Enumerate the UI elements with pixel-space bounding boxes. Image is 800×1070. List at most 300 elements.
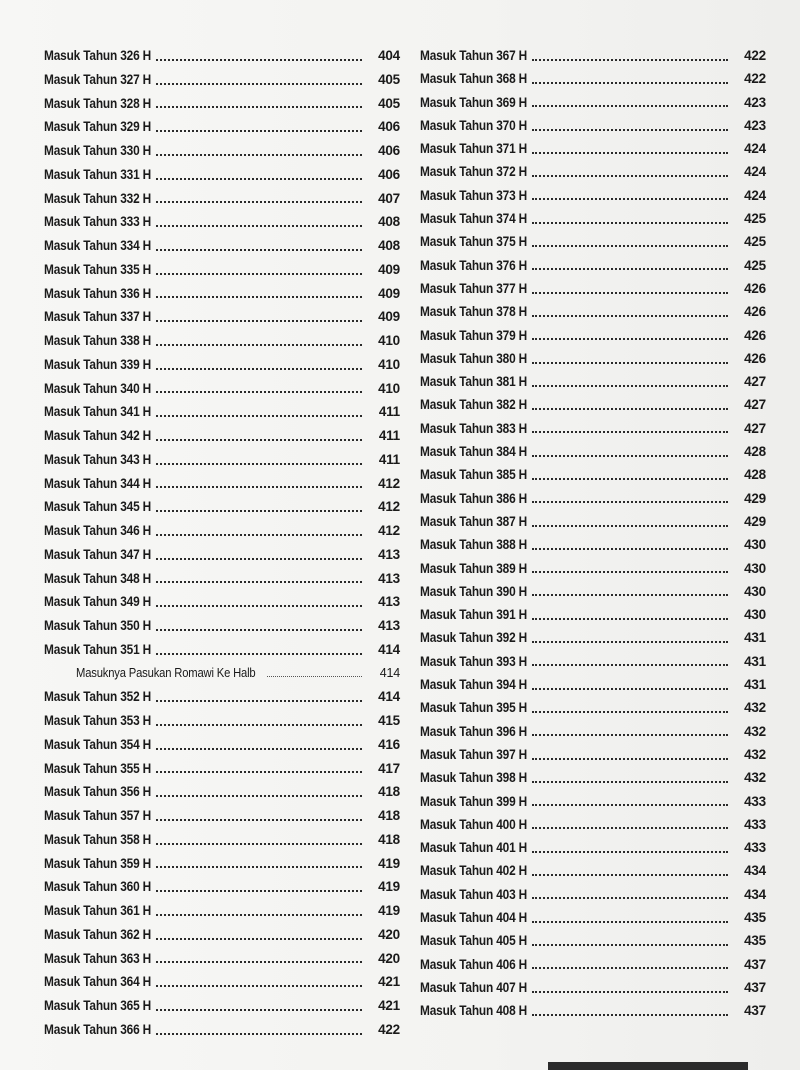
dot-leader	[156, 605, 362, 607]
toc-entry-title: Masuk Tahun 335 H	[44, 261, 152, 277]
dot-leader	[532, 781, 728, 783]
toc-page-number: 433	[744, 840, 766, 856]
toc-entry	[44, 353, 400, 377]
dot-leader	[156, 249, 362, 251]
toc-entry-title: Masuk Tahun 346 H	[44, 523, 152, 538]
toc-entry-title: Masuk Tahun 408 H	[420, 1003, 528, 1019]
toc-page-number: 413	[378, 618, 400, 633]
toc-entry	[420, 813, 766, 836]
toc-entry-title: Masuk Tahun 355 H	[44, 760, 152, 776]
dot-leader	[267, 676, 362, 677]
toc-entry	[44, 377, 400, 401]
toc-page-number: 408	[378, 214, 400, 230]
toc-page-number: 427	[744, 420, 766, 436]
toc-entry-title: Masuk Tahun 327 H	[44, 71, 152, 87]
toc-page-number: 425	[744, 257, 766, 273]
toc-entry-title: Masuk Tahun 384 H	[420, 444, 528, 460]
toc-entry	[420, 580, 766, 603]
toc-entry	[420, 393, 766, 416]
toc-page-number: 437	[744, 956, 766, 972]
dot-leader	[156, 581, 362, 583]
toc-entry	[420, 254, 766, 277]
toc-entry-title: Masuk Tahun 398 H	[420, 770, 528, 786]
toc-page-number: 430	[744, 560, 766, 576]
dot-leader	[156, 724, 362, 726]
toc-page-number: 409	[378, 261, 400, 277]
toc-page-number: 420	[378, 926, 400, 942]
toc-entry-title: Masuk Tahun 364 H	[44, 974, 152, 990]
toc-page-number: 432	[744, 746, 766, 762]
toc-page-number: 418	[378, 784, 400, 800]
toc-subentry	[44, 662, 400, 686]
dot-leader	[156, 938, 362, 940]
toc-entry-title: Masuk Tahun 341 H	[44, 404, 152, 420]
toc-entry-title: Masuk Tahun 357 H	[44, 808, 152, 823]
toc-page-number: 430	[744, 583, 766, 599]
toc-entry	[44, 804, 400, 828]
toc-entry	[420, 67, 766, 90]
toc-page-number: 411	[378, 451, 400, 467]
toc-entry-title: Masuknya Pasukan Romawi Ke Halb	[76, 665, 256, 680]
toc-page-number: 434	[744, 886, 766, 902]
dot-leader	[156, 59, 362, 61]
toc-page-number: 421	[378, 998, 400, 1013]
toc-page-number: 432	[744, 770, 766, 786]
toc-entry	[44, 400, 400, 424]
dot-leader	[156, 439, 362, 441]
toc-entry	[420, 207, 766, 230]
toc-entry	[420, 510, 766, 533]
toc-entry	[44, 472, 400, 496]
dot-leader	[532, 618, 728, 620]
toc-entry-title: Masuk Tahun 377 H	[420, 280, 528, 296]
dot-leader	[532, 688, 728, 690]
dot-leader	[532, 641, 728, 643]
dot-leader	[156, 985, 362, 987]
toc-entry	[44, 424, 400, 448]
dot-leader	[156, 629, 362, 631]
dot-leader	[532, 198, 728, 200]
toc-entry-title: Masuk Tahun 347 H	[44, 546, 152, 562]
dot-leader	[156, 700, 362, 702]
dot-leader	[532, 827, 728, 829]
toc-entry-title: Masuk Tahun 401 H	[420, 840, 528, 856]
toc-entry-title: Masuk Tahun 403 H	[420, 886, 528, 902]
toc-entry	[420, 114, 766, 137]
toc-entry-title: Masuk Tahun 326 H	[44, 48, 152, 63]
toc-entry	[44, 234, 400, 258]
toc-page-number: 434	[744, 863, 766, 879]
dot-leader	[156, 463, 362, 465]
dot-leader	[532, 851, 728, 853]
toc-entry	[44, 852, 400, 876]
toc-entry	[420, 44, 766, 67]
toc-page-number: 408	[378, 238, 400, 253]
dot-leader	[156, 510, 362, 512]
toc-entry-title: Masuk Tahun 369 H	[420, 94, 528, 110]
dot-leader	[532, 292, 728, 294]
dot-leader	[532, 944, 728, 946]
toc-entry	[44, 187, 400, 211]
toc-entry	[420, 230, 766, 253]
toc-entry-title: Masuk Tahun 351 H	[44, 641, 152, 657]
dot-leader	[532, 408, 728, 410]
toc-entry	[420, 696, 766, 719]
toc-entry-title: Masuk Tahun 385 H	[420, 467, 528, 483]
toc-entry	[44, 899, 400, 923]
toc-page-number: 428	[744, 467, 766, 483]
dot-leader	[532, 874, 728, 876]
toc-page-number: 410	[378, 380, 400, 396]
dot-leader	[532, 455, 728, 457]
toc-entry	[44, 1018, 400, 1042]
toc-entry-title: Masuk Tahun 373 H	[420, 187, 528, 203]
toc-page-number: 419	[378, 879, 400, 895]
toc-page-number: 413	[378, 570, 400, 586]
toc-entry-title: Masuk Tahun 358 H	[44, 831, 152, 847]
dot-leader	[156, 368, 362, 370]
toc-entry-title: Masuk Tahun 397 H	[420, 746, 528, 762]
toc-page-number: 407	[378, 190, 400, 206]
toc-entry	[420, 836, 766, 859]
toc-entry	[420, 929, 766, 952]
dot-leader	[532, 82, 728, 84]
toc-entry	[420, 463, 766, 486]
dot-leader	[532, 758, 728, 760]
toc-entry	[44, 258, 400, 282]
toc-page-number: 421	[378, 974, 400, 990]
toc-entry-title: Masuk Tahun 386 H	[420, 490, 528, 506]
toc-page-number: 431	[744, 677, 766, 693]
toc-entry	[44, 828, 400, 852]
toc-entry-title: Masuk Tahun 387 H	[420, 513, 528, 529]
toc-entry-title: Masuk Tahun 389 H	[420, 560, 528, 576]
toc-entry-title: Masuk Tahun 332 H	[44, 190, 152, 206]
toc-entry-title: Masuk Tahun 405 H	[420, 933, 528, 949]
toc-entry-title: Masuk Tahun 361 H	[44, 903, 152, 918]
toc-entry-title: Masuk Tahun 342 H	[44, 428, 152, 443]
toc-entry	[44, 495, 400, 519]
toc-entry	[420, 184, 766, 207]
toc-entry-title: Masuk Tahun 350 H	[44, 618, 152, 633]
toc-page-number: 423	[744, 117, 766, 133]
toc-page-number: 419	[378, 855, 400, 871]
dot-leader	[156, 890, 362, 892]
toc-right-column	[420, 44, 766, 1022]
toc-entry-title: Masuk Tahun 359 H	[44, 855, 152, 871]
toc-page-number: 435	[744, 933, 766, 949]
toc-page-number: 427	[744, 397, 766, 413]
toc-entry	[44, 115, 400, 139]
toc-entry	[420, 440, 766, 463]
dot-leader	[156, 914, 362, 916]
toc-entry	[420, 626, 766, 649]
dot-leader	[532, 525, 728, 527]
toc-entry-title: Masuk Tahun 382 H	[420, 397, 528, 413]
toc-entry-title: Masuk Tahun 356 H	[44, 784, 152, 800]
toc-page-number: 425	[744, 211, 766, 227]
dot-leader	[156, 795, 362, 797]
toc-entry-title: Masuk Tahun 360 H	[44, 879, 152, 895]
dot-leader	[532, 734, 728, 736]
dot-leader	[532, 385, 728, 387]
toc-entry	[44, 139, 400, 163]
dot-leader	[156, 819, 362, 821]
toc-entry	[44, 590, 400, 614]
dot-leader	[156, 415, 362, 417]
dot-leader	[156, 178, 362, 180]
toc-page-number: 406	[378, 119, 400, 135]
toc-entry	[44, 685, 400, 709]
dot-leader	[532, 245, 728, 247]
toc-entry-title: Masuk Tahun 381 H	[420, 374, 528, 390]
toc-entry	[420, 743, 766, 766]
toc-page-number: 414	[378, 641, 400, 657]
toc-page-number: 430	[744, 537, 766, 553]
toc-left-column	[44, 44, 400, 1042]
footer-strip	[548, 1062, 748, 1070]
toc-entry	[44, 543, 400, 567]
dot-leader	[156, 225, 362, 227]
toc-entry	[420, 347, 766, 370]
toc-entry	[44, 875, 400, 899]
toc-page-number: 424	[744, 164, 766, 180]
toc-entry-title: Masuk Tahun 388 H	[420, 537, 528, 553]
toc-page-number: 429	[744, 490, 766, 506]
toc-page-number: 435	[744, 909, 766, 925]
toc-page-number: 417	[378, 760, 400, 776]
toc-page-number: 406	[378, 143, 400, 158]
toc-page-number: 426	[744, 350, 766, 366]
toc-entry	[44, 923, 400, 947]
toc-page-number: 422	[744, 48, 766, 63]
toc-entry	[420, 883, 766, 906]
toc-entry	[44, 305, 400, 329]
dot-leader	[532, 478, 728, 480]
toc-entry	[420, 160, 766, 183]
toc-page-number: 414	[379, 665, 400, 680]
toc-entry-title: Masuk Tahun 331 H	[44, 166, 152, 182]
toc-page-number: 412	[378, 523, 400, 538]
toc-page-number: 409	[378, 285, 400, 301]
toc-entry-title: Masuk Tahun 406 H	[420, 956, 528, 972]
dot-leader	[532, 711, 728, 713]
toc-page-number: 422	[744, 71, 766, 87]
toc-page-number: 429	[744, 513, 766, 529]
toc-entry	[420, 91, 766, 114]
toc-entry-title: Masuk Tahun 348 H	[44, 570, 152, 586]
toc-entry	[420, 766, 766, 789]
toc-page-number: 437	[744, 1003, 766, 1019]
toc-entry	[44, 163, 400, 187]
toc-entry-title: Masuk Tahun 395 H	[420, 700, 528, 716]
toc-entry	[420, 557, 766, 580]
toc-entry	[44, 614, 400, 638]
toc-entry	[420, 976, 766, 999]
dot-leader	[532, 501, 728, 503]
toc-page-number: 413	[378, 594, 400, 610]
toc-entry	[44, 448, 400, 472]
toc-entry	[420, 999, 766, 1022]
toc-entry-title: Masuk Tahun 354 H	[44, 736, 152, 752]
dot-leader	[532, 431, 728, 433]
toc-page-number: 431	[744, 653, 766, 669]
toc-page-number: 437	[744, 979, 766, 995]
toc-entry	[420, 673, 766, 696]
toc-entry-title: Masuk Tahun 383 H	[420, 420, 528, 436]
toc-entry	[44, 210, 400, 234]
toc-entry	[44, 92, 400, 116]
toc-entry-title: Masuk Tahun 344 H	[44, 475, 152, 491]
toc-entry-title: Masuk Tahun 378 H	[420, 304, 528, 320]
toc-page-number: 410	[378, 333, 400, 348]
toc-entry	[420, 603, 766, 626]
toc-entry-title: Masuk Tahun 400 H	[420, 816, 528, 832]
toc-entry	[420, 953, 766, 976]
toc-entry	[44, 757, 400, 781]
dot-leader	[156, 391, 362, 393]
toc-page-number: 426	[744, 327, 766, 343]
toc-entry-title: Masuk Tahun 338 H	[44, 333, 152, 348]
toc-entry-title: Masuk Tahun 390 H	[420, 583, 528, 599]
toc-entry-title: Masuk Tahun 393 H	[420, 653, 528, 669]
toc-entry	[420, 906, 766, 929]
toc-entry-title: Masuk Tahun 379 H	[420, 327, 528, 343]
dot-leader	[156, 273, 362, 275]
toc-entry-title: Masuk Tahun 365 H	[44, 998, 152, 1013]
dot-leader	[532, 804, 728, 806]
toc-entry-title: Masuk Tahun 337 H	[44, 309, 152, 325]
toc-entry-title: Masuk Tahun 380 H	[420, 350, 528, 366]
dot-leader	[532, 362, 728, 364]
toc-entry	[420, 137, 766, 160]
dot-leader	[156, 558, 362, 560]
toc-entry	[44, 519, 400, 543]
toc-entry-title: Masuk Tahun 340 H	[44, 380, 152, 396]
toc-entry-title: Masuk Tahun 392 H	[420, 630, 528, 646]
toc-page-number: 404	[378, 48, 400, 63]
toc-page-number: 428	[744, 444, 766, 460]
dot-leader	[532, 268, 728, 270]
dot-leader	[532, 152, 728, 154]
toc-page-number: 424	[744, 141, 766, 157]
toc-entry-title: Masuk Tahun 328 H	[44, 95, 152, 111]
toc-page-number: 409	[378, 309, 400, 325]
toc-entry	[420, 650, 766, 673]
toc-entry-title: Masuk Tahun 371 H	[420, 141, 528, 157]
dot-leader	[532, 175, 728, 177]
dot-leader	[532, 897, 728, 899]
toc-page-number: 426	[744, 304, 766, 320]
toc-entry	[420, 859, 766, 882]
dot-leader	[532, 594, 728, 596]
toc-entry	[44, 733, 400, 757]
toc-entry	[44, 947, 400, 971]
toc-page-number: 416	[378, 736, 400, 752]
toc-entry-title: Masuk Tahun 404 H	[420, 909, 528, 925]
toc-entry	[420, 720, 766, 743]
dot-leader	[532, 571, 728, 573]
toc-entry-title: Masuk Tahun 367 H	[420, 48, 528, 63]
toc-entry	[44, 780, 400, 804]
toc-entry	[44, 44, 400, 68]
toc-page-number: 432	[744, 700, 766, 716]
toc-page-number: 411	[378, 404, 400, 420]
toc-entry-title: Masuk Tahun 343 H	[44, 451, 152, 467]
toc-entry-title: Masuk Tahun 375 H	[420, 234, 528, 250]
toc-page-number: 433	[744, 816, 766, 832]
dot-leader	[156, 653, 362, 655]
toc-page-number: 412	[378, 499, 400, 515]
toc-entry-title: Masuk Tahun 329 H	[44, 119, 152, 135]
toc-entry	[420, 370, 766, 393]
dot-leader	[532, 664, 728, 666]
toc-page-number: 427	[744, 374, 766, 390]
toc-page-number: 418	[378, 831, 400, 847]
toc-page-number: 424	[744, 187, 766, 203]
toc-entry-title: Masuk Tahun 334 H	[44, 238, 152, 253]
toc-entry-title: Masuk Tahun 391 H	[420, 607, 528, 623]
toc-entry-title: Masuk Tahun 362 H	[44, 926, 152, 942]
toc-entry	[44, 638, 400, 662]
dot-leader	[532, 548, 728, 550]
toc-page-number: 406	[378, 166, 400, 182]
toc-entry-title: Masuk Tahun 363 H	[44, 950, 152, 966]
dot-leader	[532, 105, 728, 107]
toc-page-number: 414	[378, 689, 400, 705]
toc-entry-title: Masuk Tahun 352 H	[44, 689, 152, 705]
toc-entry	[420, 417, 766, 440]
toc-entry	[44, 68, 400, 92]
dot-leader	[156, 486, 362, 488]
dot-leader	[156, 320, 362, 322]
toc-entry-title: Masuk Tahun 333 H	[44, 214, 152, 230]
dot-leader	[156, 130, 362, 132]
dot-leader	[156, 296, 362, 298]
dot-leader	[156, 961, 362, 963]
toc-page-number: 405	[378, 95, 400, 111]
dot-leader	[156, 154, 362, 156]
toc-entry	[420, 324, 766, 347]
toc-entry	[44, 282, 400, 306]
toc-page-number: 431	[744, 630, 766, 646]
toc-entry-title: Masuk Tahun 345 H	[44, 499, 152, 515]
dot-leader	[532, 338, 728, 340]
toc-entry-title: Masuk Tahun 349 H	[44, 594, 152, 610]
toc-entry-title: Masuk Tahun 407 H	[420, 979, 528, 995]
toc-entry-title: Masuk Tahun 353 H	[44, 713, 152, 728]
dot-leader	[156, 748, 362, 750]
dot-leader	[156, 201, 362, 203]
dot-leader	[532, 1014, 728, 1016]
toc-entry-title: Masuk Tahun 399 H	[420, 793, 528, 809]
toc-entry	[420, 300, 766, 323]
toc-entry-title: Masuk Tahun 336 H	[44, 285, 152, 301]
dot-leader	[156, 771, 362, 773]
toc-page-number: 425	[744, 234, 766, 250]
dot-leader	[156, 843, 362, 845]
toc-page-number: 410	[378, 356, 400, 372]
toc-entry-title: Masuk Tahun 366 H	[44, 1021, 152, 1037]
toc-entry	[44, 329, 400, 353]
toc-page-number: 422	[378, 1021, 400, 1037]
toc-page-number: 433	[744, 793, 766, 809]
dot-leader	[532, 967, 728, 969]
toc-entry	[420, 277, 766, 300]
toc-entry-title: Masuk Tahun 402 H	[420, 863, 528, 879]
toc-entry-title: Masuk Tahun 370 H	[420, 117, 528, 133]
dot-leader	[156, 344, 362, 346]
